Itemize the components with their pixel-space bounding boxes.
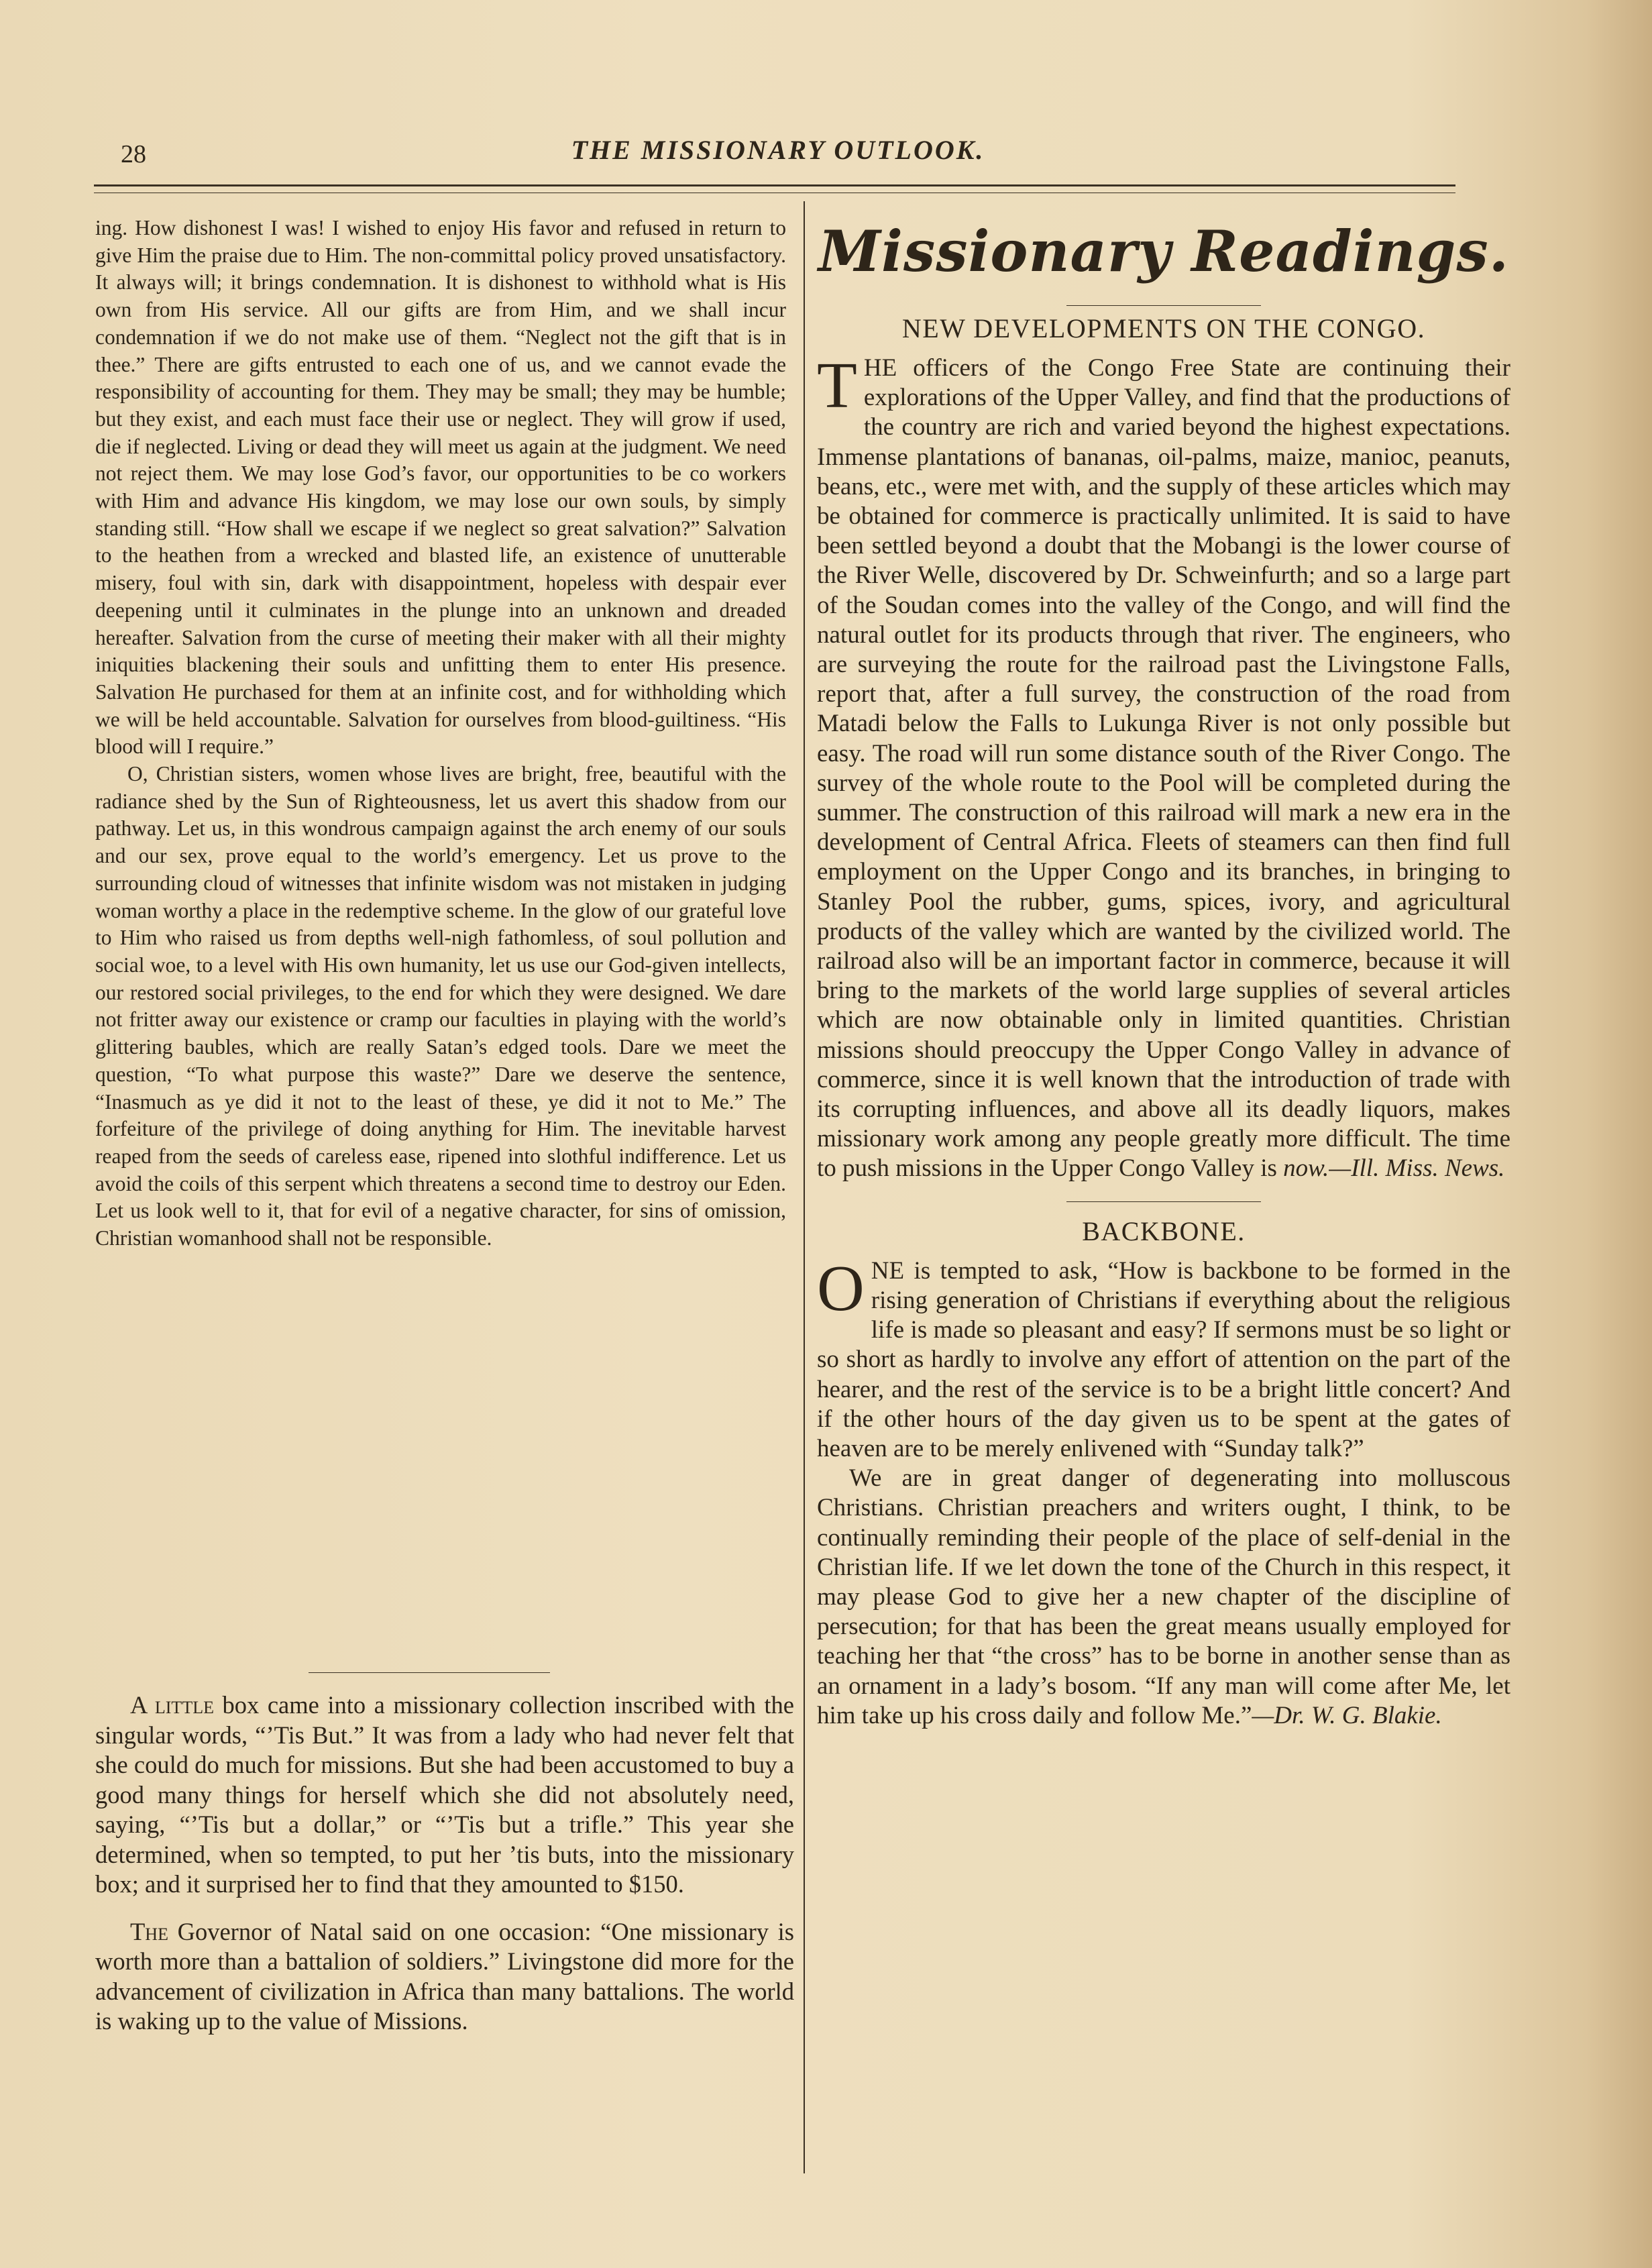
article-2-drop-cap: O [817,1252,865,1325]
left-divider-rule [309,1672,550,1673]
heading-rule [1066,305,1261,306]
article-1-drop-cap: T [817,349,857,422]
article-1-emphasis: now.—Ill. Miss. News. [1283,1154,1505,1183]
article-2-text-2: We are in great danger of degenerating into molluscous Christians. Christian preachers and writers ought, I think, to be continually reminding their people of the place of self-denial in the Christian life. If we let down the tone of the Church in this respect, it may please God to give her a new chapter of the discipline of persecution; for that has been the great means usually employed for teaching her that “the cross” has to be borne in another sense than as an ornament in a lady’s bosom. “If any man will come after Me, let him take up his cross daily and follow Me.” [817,1464,1510,1729]
article-2-title: BACKBONE. [1082,1216,1246,1246]
left-paragraph-2: O, Christian sisters, women whose lives are bright, free, beautiful with the radiance shed by the Sun of Righteousness, let us avert this shadow from our pathway. Let us, in this wondrous campaign against the arch enemy of our souls and our sex, prove equal to the world’s emergency. Let us prove to the surrounding cloud of witnesses that infinite wisdom was not mistaken in judging woman worthy a place in the redemptive scheme. In the glow of our grateful love to Him who raised us from depths well-nigh fathomless, of soul pollution and social woe, to a level with His own humanity, let us use our God-given intellects, our restored social privileges, to the end for which they were designed. We dare not fritter away our existence or cramp our faculties in playing with the world’s glittering baubles, which are really Satan’s edged tools. Dare we meet the question, “To what purpose this waste?” Dare we deserve the sentence, “Inasmuch as ye did it not to the least of these, ye did it not to Me.” The forfeiture of the privilege of doing anything for Him. The inevitable harvest reaped from the seeds of careless ease, ripened into slothful indifference. Let us avoid the coils of this serpent which threatens a second time to destroy our Eden. Let us look well to it, that for evil of a negative character, for sins of omission, Christian womanhood shall not be responsible. [95,762,786,1250]
article-2-text-1: NE is tempted to ask, “How is backbone to be formed in the rising generation of Christians if everything about the religious life is made so pleasant and easy? If sermons must be so light or so short as hardly to involve any effort of attention on the part of the hearer, and the rest of the service is to be a bright little concert? And if the other hours of the day given us to be spent at the gates of heaven are to be merely enlivened with “Sunday talk?” [817,1256,1510,1462]
page-number: 28 [121,140,146,168]
article-1-text: HE officers of the Congo Free State are continuing their explorations of the Upper Valley, and find that the productions of the country are rich and varied beyond the highest expectations. Immense plantations of bananas, oil-palms, maize, manioc, peanuts, beans, etc., were met with, and the supply of these articles which may be obtained for commerce is practically unlimited. It is said to have been settled beyond a doubt that the Mobangi is the lower course of the River Welle, discovered by Dr. Schweinfurth; and so a large part of the Soudan comes into the valley of the Congo, and will find the natural outlet for its products through that river. The engineers, who are surveying the route for the railroad past the Livingstone Falls, report that, after a full survey, the construction of the road from Matadi below the Falls to Lukunga River is not only possible but easy. The road will run some distance south of the River Congo. The survey of the whole route to the Pool will be completed during the summer. The construction of this railroad will mark a new era in the development of Central Africa. Fleets of steamers can then find full employment on the Upper Congo and its branches, in bringing to Stanley Pool the rubber, gums, spices, ivory, and agricultural products of the valley which are wanted by the civilized world. The railroad also will be an important factor in commerce, because it will bring to the markets of the world large supplies of several articles which are now obtainable only in limited quantities. Christian missions should preoccupy the Upper Congo Valley in advance of commerce, since it is well known that the introduction of trade with its corrupting influences, and above all its deadly liquors, makes missionary work among any people greatly more difficult. The time to push missions in the Upper Congo Valley is [817,354,1510,1183]
article-divider-rule [1066,1201,1261,1202]
left-paragraph-1: ing. How dishonest I was! I wished to enjoy His favor and refused in return to give Him the praise due to Him. The non-committal policy proved unsatisfactory. It always will; it brings condemnation. It is dishonest to withhold what is His own from His service. All our gifts are from Him, and we shall incur condemnation if we do not make use of them. “Neglect not the gift that is in thee.” There are gifts entrusted to each one of us, and we cannot evade the responsibility of accounting for them. They may be small; they may be humble; but they exist, and each must face their use or neglect. They will grow if used, die if neglected. Living or dead they will meet us again at the judgment. We need not reject them. We may lose God’s favor, our opportunities to be co workers with Him and advance His kingdom, we may lose our own souls, by simply standing still. “How shall we escape if we neglect so great salvation?” Salvation to the heathen from a wrecked and blasted life, an existence of unutterable misery, foul with sin, dark with disappointment, hopeless with despair ever deepening until it culminates in the plunge into an unknown and dreaded hereafter. Salvation from the curse of meeting their maker with all their mighty iniquities blackening their souls and unfitting them to enter His presence. Salvation He purchased for them at an infinite cost, and for withholding which we will be held accountable. Salvation for ourselves from blood-guiltiness. “His blood will I require.” [95,216,786,759]
right-column [817,218,1510,1731]
left-column [95,215,786,1252]
article-1-body [817,349,1510,1184]
section-heading: Missionary Readings. [818,218,1509,284]
natal-lead: The [130,1917,168,1945]
column-divider [804,201,805,2173]
running-title: THE MISSIONARY OUTLOOK. [571,135,985,165]
left-column-lower [95,1690,794,2054]
tis-but-lead: A little [130,1691,214,1719]
natal-text: Governor of Natal said on one occasion: “One missionary is worth more than a battalion of soldiers.” Livingstone did more for the advancement of civilization in Africa than many battalions. The world is waking up to the value of Missions. [95,1917,794,2035]
natal-paragraph [95,1917,794,2037]
page-header [101,127,1455,174]
tis-but-text: box came into a missionary collection inscribed with the singular words, “’Tis But.” It was from a lady who had never felt that she could do much for missions. But she had been accustomed to buy a good many things for herself which she did not absolutely need, saying, “’Tis but a dollar,” or “’Tis but a trifle.” This year she determined, when so tempted, to put her ’tis buts, into the missionary box; and it surprised her to find that they amounted to $150. [95,1691,794,1898]
article-1-title: NEW DEVELOPMENTS ON THE CONGO. [901,313,1426,343]
tis-but-paragraph [95,1690,794,1900]
article-2-body [817,1252,1510,1731]
header-rule [94,184,1455,186]
article-2-attribution: —Dr. W. G. Blakie. [1252,1701,1442,1729]
